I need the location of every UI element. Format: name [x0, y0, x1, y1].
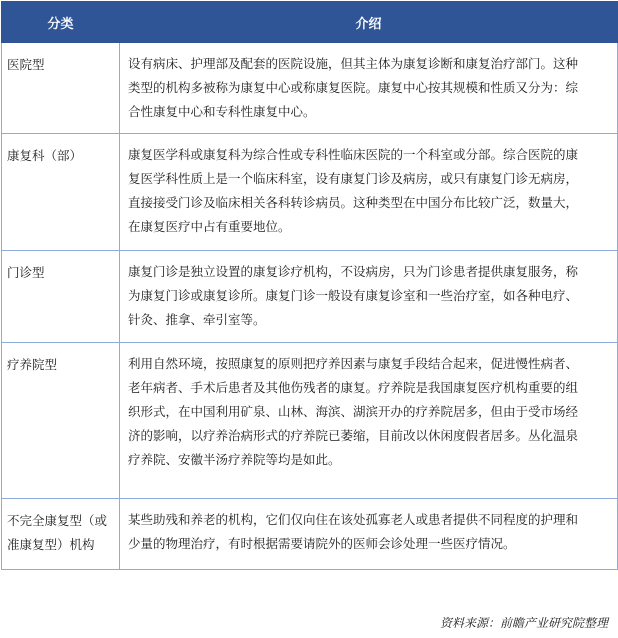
row-description — [120, 499, 618, 570]
row-category — [2, 499, 120, 570]
table-row — [2, 134, 618, 251]
institution-type-table — [1, 1, 618, 570]
category-line: 准康复型）机构 — [7, 537, 95, 552]
description-line: 合性康复中心和专科性康复中心。 — [128, 104, 316, 119]
row-description — [120, 343, 618, 499]
description-line: 利用自然环境，按照康复的原则把疗养因素与康复手段结合起来，促进慢性病者、 — [128, 356, 579, 371]
description-line: 在康复医疗中占有重要地位。 — [128, 219, 291, 234]
table-row — [2, 343, 618, 499]
category-line: 康复科（部） — [7, 148, 83, 163]
description-line: 织形式，在中国利用矿泉、山林、海滨、湖滨开办的疗养院居多，但由于受市场经 — [128, 404, 579, 419]
table-row — [2, 499, 618, 570]
category-line: 疗养院型 — [7, 357, 58, 372]
row-category — [2, 343, 120, 499]
description-line: 某些助残和养老的机构，它们仅向住在该处孤寡老人或患者提供不同程度的护理和 — [128, 512, 579, 527]
description-line: 康复医学科或康复科为综合性或专科性临床医院的一个科室或分部。综合医院的康 — [128, 147, 579, 162]
description-line: 为康复门诊或康复诊所。康复门诊一般设有康复诊室和一些治疗室，如各种电疗、 — [128, 288, 579, 303]
row-description — [120, 251, 618, 343]
description-line: 少量的物理治疗，有时根据需要请院外的医师会诊处理一些医疗情况。 — [128, 536, 516, 551]
row-category — [2, 134, 120, 251]
row-category — [2, 251, 120, 343]
description-line: 济的影响，以疗养治病形式的疗养院已萎缩，目前改以休闲度假者居多。丛化温泉 — [128, 428, 579, 443]
category-line: 医院型 — [7, 57, 45, 72]
description-line: 康复门诊是独立设置的康复诊疗机构，不设病房，只为门诊患者提供康复服务，称 — [128, 264, 579, 279]
table-row — [2, 251, 618, 343]
description-line: 设有病床、护理部及配套的医院设施，但其主体为康复诊断和康复治疗部门。这种 — [128, 56, 579, 71]
table-row — [2, 43, 618, 134]
description-line: 直接接受门诊及临床相关各科转诊病员。这种类型在中国分布比较广泛，数量大， — [128, 195, 579, 210]
description-line: 疗养院、安徽半汤疗养院等均是如此。 — [128, 452, 341, 467]
source-note: 资料来源：前瞻产业研究院整理 — [439, 616, 608, 630]
table-header-row — [2, 2, 618, 43]
description-line: 类型的机构多被称为康复中心或称康复医院。康复中心按其规模和性质又分为：综 — [128, 80, 579, 95]
header-category: 分类 — [2, 2, 120, 43]
row-category — [2, 43, 120, 134]
row-description — [120, 134, 618, 251]
category-line: 不完全康复型（或 — [7, 513, 108, 528]
description-line: 复医学科性质上是一个临床科室，设有康复门诊及病房，或只有康复门诊无病房， — [128, 171, 579, 186]
description-line: 针灸、推拿、牵引室等。 — [128, 312, 266, 327]
header-description: 介绍 — [120, 2, 618, 43]
description-line: 老年病者、手术后患者及其他伤残者的康复。疗养院是我国康复医疗机构重要的组 — [128, 380, 579, 395]
row-description — [120, 43, 618, 134]
category-line: 门诊型 — [7, 265, 45, 280]
